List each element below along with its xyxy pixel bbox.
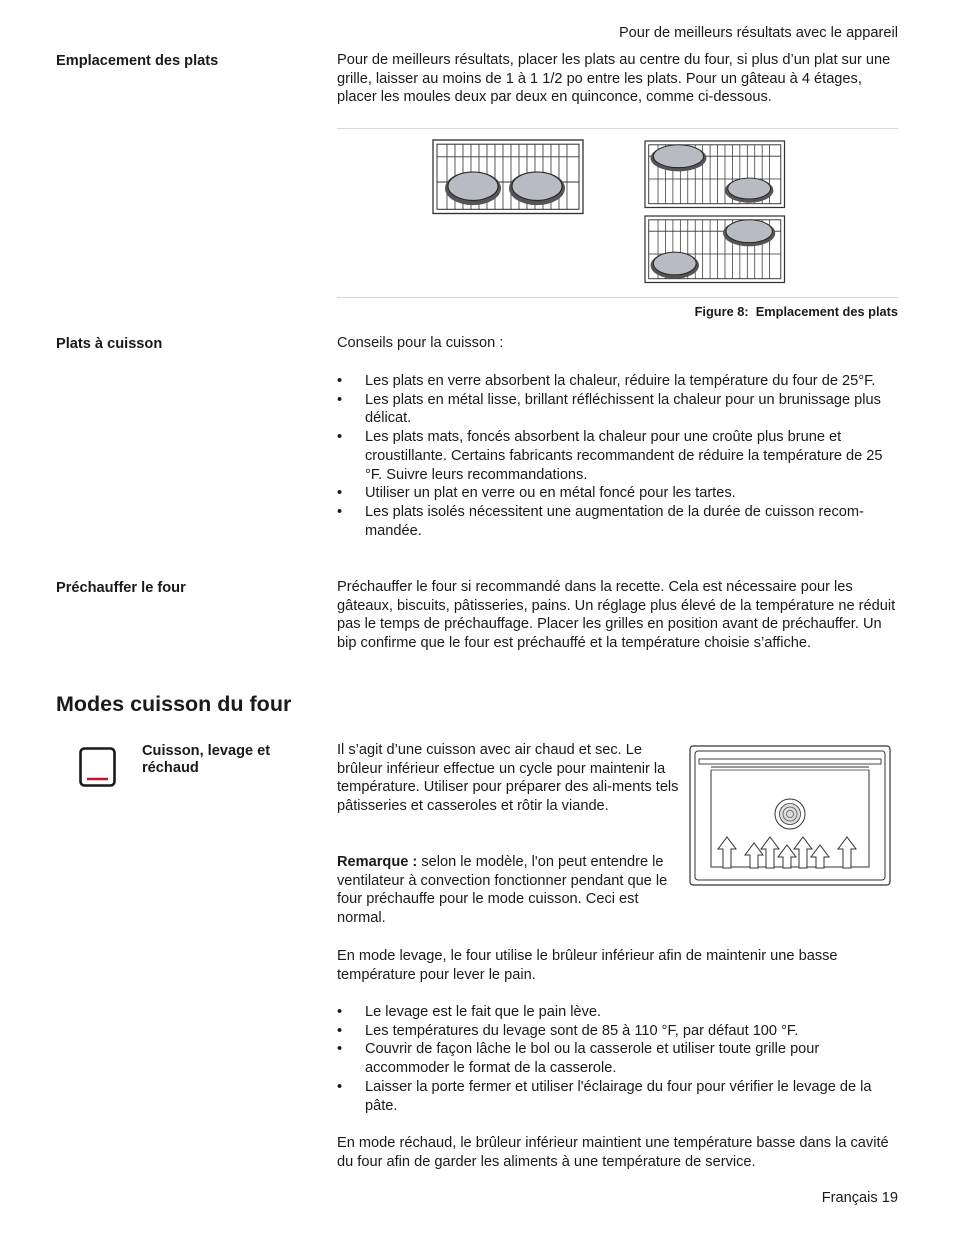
placement-text: Pour de meilleurs résultats, placer les plats au centre du four, si plus d’un plat sur une grille, laisser au moins de 1 à 1 1/2 po entre les plats. Pour un gâteau à 4 étages, placer les moules deux par deux en quinconce, comme ci-dessous. <box>337 52 891 106</box>
list-item: • Couvrir de façon lâche le bol ou la casserole et utiliser toute grille pour accommoder le format de la casserole. <box>337 1041 820 1077</box>
running-header: Pour de meilleurs résultats avec le appareil <box>618 25 898 41</box>
section-heading-modes: Modes cuisson du four <box>56 692 292 716</box>
bake-mode-icon <box>78 746 118 788</box>
list-item: • Les plats en verre absorbent la chaleur, réduire la température du four de 25°F. <box>337 373 876 389</box>
section-label-preheat: Préchauffer le four <box>56 580 186 596</box>
list-item: • Le levage est le fait que le pain lève. <box>337 1004 602 1020</box>
page-number: Français 19 <box>821 1190 898 1206</box>
list-item: • Les plats mats, foncés absorbent la chaleur pour une croûte plus brune et croustillante. Certains fabricants recommandent de réduire la température de 25 °F. Suivre leurs recommandations. <box>337 429 883 483</box>
mode-label-bake: Cuisson, levage et réchaud <box>142 743 271 776</box>
bullet-glyph: • <box>337 391 343 408</box>
bullet-glyph: • <box>337 503 343 520</box>
figure-caption: Figure 8: Emplacement des plats <box>694 304 898 319</box>
bullet-glyph: • <box>337 485 343 502</box>
bullet-glyph: • <box>337 1004 343 1020</box>
rack-two-pans <box>433 140 583 214</box>
list-item: • Utiliser un plat en verre ou en métal foncé pour les tartes. <box>337 485 736 502</box>
pans-intro: Conseils pour la cuisson : <box>337 335 504 351</box>
section-label-pans: Plats à cuisson <box>56 336 163 352</box>
proof-bullet-list <box>337 1003 898 1115</box>
bullet-glyph: • <box>337 429 343 446</box>
rack-placement-figure <box>337 131 898 295</box>
list-item: • Les températures du levage sont de 85 à 110 °F, par défaut 100 °F. <box>337 1022 799 1039</box>
pans-bullet-list <box>337 372 898 540</box>
bake-note <box>337 853 680 928</box>
list-item: • Les plats isolés nécessitent une augmentation de la durée de cuisson recom-mandée. <box>337 503 864 539</box>
figure-top-rule <box>337 128 898 129</box>
bullet-glyph: • <box>337 373 343 389</box>
proof-intro: En mode levage, le four utilise le brûleur inférieur afin de maintenir une basse température pour lever le pain. <box>337 948 838 983</box>
bullet-glyph: • <box>337 1041 343 1058</box>
list-item: • Les plats en métal lisse, brillant réfléchissent la chaleur pour un brunissage plus délicat. <box>337 391 881 427</box>
rack-lower <box>645 216 785 283</box>
figure-bottom-rule <box>337 297 898 298</box>
oven-cavity-figure <box>689 745 892 887</box>
rack-upper <box>645 141 785 208</box>
bake-description: Il s’agit d’une cuisson avec air chaud et sec. Le brûleur inférieur effectue un cycle pour maintenir la température. Utiliser pour préparer des ali-ments tels pâtisseries et casseroles et rôtir la viande. <box>337 742 679 815</box>
preheat-text: Préchauffer le four si recommandé dans la recette. Cela est nécessaire pour les gâteaux, biscuits, pâtisseries, pains. Un réglage plus élevé de la température ne réduit pas le temps de préchauffage. Placer les grilles en position avant de préchauffer. Un bip confirme que le four est préchauffé et la température choisie s’affiche. <box>337 579 896 652</box>
list-item: • Laisser la porte fermer et utiliser l'éclairage du four pour vérifier le levage de la pâte. <box>337 1078 872 1114</box>
bullet-glyph: • <box>337 1078 343 1095</box>
note-text: selon le modèle, l'on peut entendre le ventilateur à convection fonctionner pendant que le four préchauffe pour le mode cuisson. Ceci est normal. <box>337 854 668 927</box>
bullet-glyph: • <box>337 1022 343 1039</box>
warm-text: En mode réchaud, le brûleur inférieur maintient une température basse dans la cavité du four afin de garder les aliments à une température de service. <box>337 1135 889 1170</box>
note-label: Remarque : <box>337 854 418 870</box>
section-label-placement: Emplacement des plats <box>56 53 219 69</box>
